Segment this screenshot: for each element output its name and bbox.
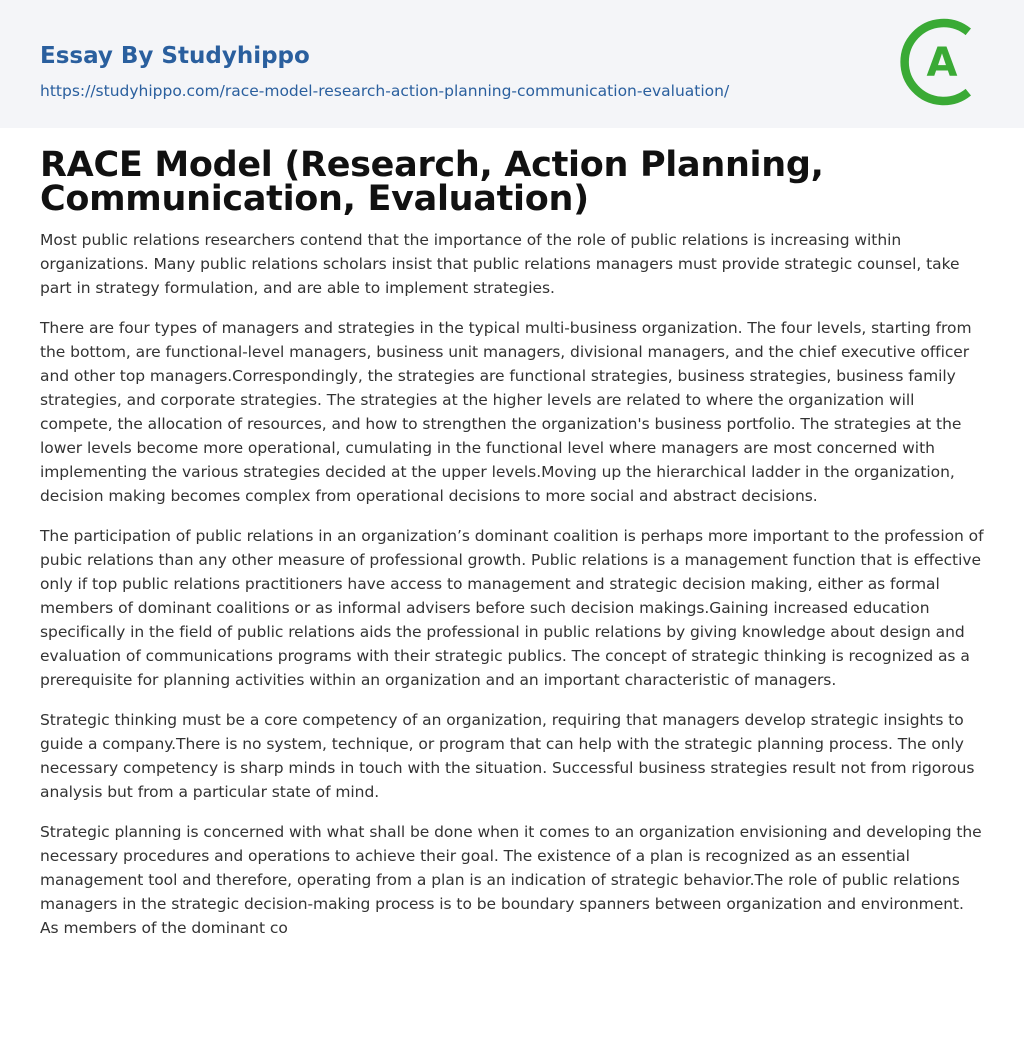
article-paragraph: There are four types of managers and strategies in the typical multi-business organization. The four levels, starting from the bottom, are functional-level managers, business unit managers, divisional managers, and the chief executive officer and other top managers.Correspondingly, the strategies are functional strategies, business strategies, business family strategies, and corporate strategies. The strategies at the higher levels are related to where the organization will compete, the allocation of resources, and how to strengthen the organization's business portfolio. The strategies at the lower levels become more operational, cumulating in the functional level where managers are most concerned with implementing the various strategies decided at the upper levels.Moving up the hierarchical ladder in the organization, decision making becomes complex from operational decisions to more social and abstract decisions. (40, 319, 972, 505)
article-paragraph: The participation of public relations in an organization’s dominant coalition is perhaps more important to the profession of pubic relations than any other measure of professional growth. Public relations is a management function that is effective only if top public relations practitioners have access to management and strategic decision making, either as formal members of dominant coalitions or as informal advisers before such decision makings.Gaining increased education specifically in the field of public relations aids the professional in public relations by giving knowledge about design and evaluation of communications programs with their strategic publics. The concept of strategic thinking is recognized as a prerequisite for planning activities within an organization and an important characteristic of managers. (40, 527, 984, 689)
logo-ring-icon (898, 18, 986, 106)
source-url-link[interactable]: https://studyhippo.com/race-model-research-action-planning-communication-evaluation/ (40, 82, 730, 100)
site-header (0, 0, 1024, 128)
article-paragraph: Strategic thinking must be a core competency of an organization, requiring that managers develop strategic insights to guide a company.There is no system, technique, or program that can help with the strategic planning process. The only necessary competency is sharp minds in touch with the situation. Successful business strategies result not from rigorous analysis but from a particular state of mind. (40, 711, 975, 801)
article-paragraph: Most public relations researchers contend that the importance of the role of public relations is increasing within organizations. Many public relations scholars insist that public relations managers must provide strategic counsel, take part in strategy formulation, and are able to implement strategies. (40, 231, 960, 297)
logo-letter: A (926, 40, 958, 86)
studyhippo-logo[interactable] (898, 18, 986, 106)
article-body (0, 145, 1024, 940)
brand-title: Essay By Studyhippo (40, 43, 310, 69)
article-paragraph: Strategic planning is concerned with what shall be done when it comes to an organization envisioning and developing the necessary procedures and operations to achieve their goal. The existence of a plan is recognized as an essential management tool and therefore, operating from a plan is an indication of strategic behavior.The role of public relations managers in the strategic decision-making process is to be boundary spanners between organization and environment. As members of the dominant co (40, 823, 982, 937)
article-title: RACE Model (Research, Action Planning, Communication, Evaluation) (40, 145, 824, 219)
